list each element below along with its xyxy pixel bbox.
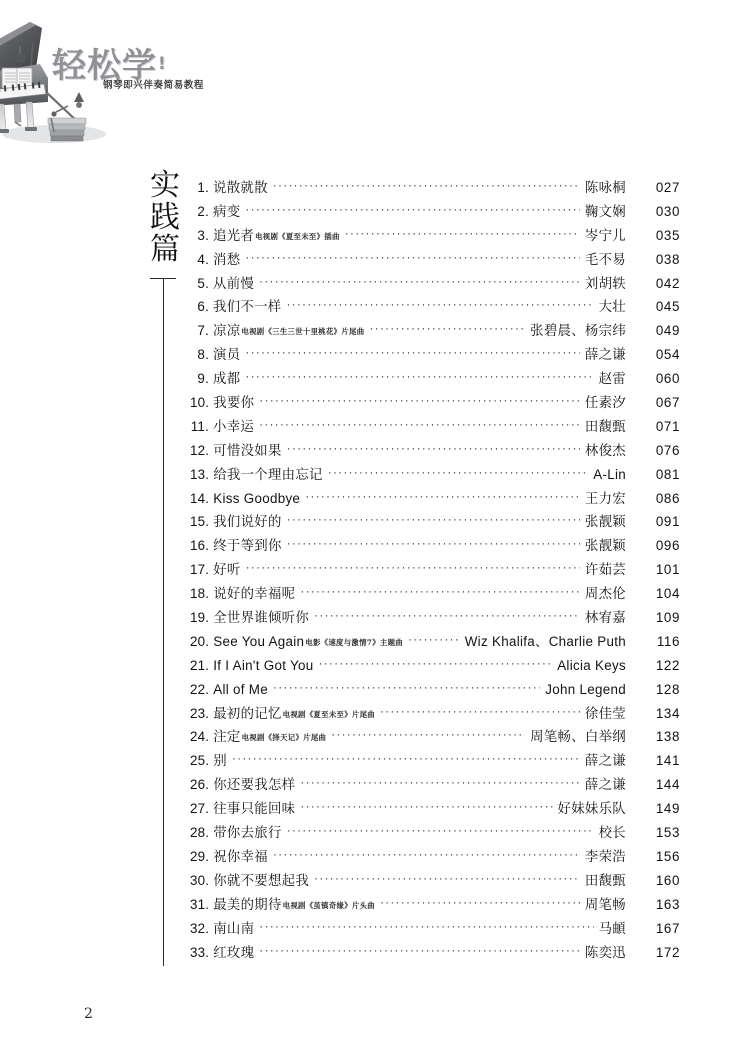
toc-entry-page: 027 <box>655 180 680 195</box>
toc-leader-dots <box>245 246 580 270</box>
toc-leader-dots <box>287 437 580 461</box>
toc-entry-title[interactable]: 你就不要想起我 <box>213 872 310 888</box>
toc-entry-page: 091 <box>655 514 680 530</box>
toc-entry-page: 116 <box>656 633 680 649</box>
toc-entry-artist: 张靓颖 <box>584 514 626 530</box>
toc-entry-number: 29. <box>190 848 210 864</box>
toc-leader-dots <box>331 723 525 747</box>
toc-entry-number: 3. <box>197 227 209 243</box>
toc-entry[interactable] <box>190 797 680 821</box>
toc-entry-page: 141 <box>655 753 680 769</box>
toc-entry-artist: 许茹芸 <box>584 562 626 578</box>
toc-entry-artist: 林俊杰 <box>584 442 626 458</box>
toc-entry-title[interactable]: 最初的记忆 <box>213 705 282 721</box>
toc-entry-page: 076 <box>655 442 680 458</box>
toc-entry-note: 电视剧《夏至未至》片尾曲 <box>282 709 375 719</box>
toc-entry-artist: 林宥嘉 <box>584 610 626 626</box>
toc-entry-title[interactable]: See You Again <box>213 633 305 649</box>
toc-entry-number: 19. <box>190 610 210 626</box>
toc-entry-title[interactable]: 终于等到你 <box>213 538 282 554</box>
toc-entry-title[interactable]: 最美的期待 <box>213 896 282 912</box>
section-label-char-3: 篇 <box>150 232 180 267</box>
toc-entry[interactable] <box>190 200 680 224</box>
toc-leader-dots <box>245 198 580 222</box>
brand-title-text: 轻松学 <box>52 46 157 86</box>
toc-entry-title[interactable]: 追光者 <box>213 227 255 243</box>
brand-lockup <box>52 46 292 102</box>
toc-entry[interactable] <box>190 678 680 702</box>
toc-leader-dots <box>287 532 580 556</box>
toc-entry[interactable] <box>190 725 680 749</box>
toc-entry-number: 28. <box>190 825 210 841</box>
toc-entry-number: 32. <box>190 920 210 936</box>
toc-entry-artist: 张靓颖 <box>584 538 626 554</box>
toc-entry-page: 128 <box>655 681 680 697</box>
toc-entry-number: 16. <box>190 538 210 554</box>
toc-entry-note: 电视剧《择天记》片尾曲 <box>241 733 327 743</box>
toc-entry[interactable] <box>190 749 680 773</box>
toc-entry-title[interactable]: 说好的幸福呢 <box>213 586 296 602</box>
toc-entry-artist: 田馥甄 <box>584 418 626 434</box>
toc-entry-page: 081 <box>655 466 680 482</box>
toc-leader-dots <box>259 270 580 294</box>
toc-entry-page: 049 <box>655 323 680 339</box>
toc-entry-artist: 王力宏 <box>584 490 626 506</box>
toc-leader-dots <box>259 389 580 413</box>
toc-entry-title[interactable]: 南山南 <box>213 920 255 936</box>
toc-entry-note: 电影《速度与激情7》主题曲 <box>305 637 403 647</box>
toc-entry-artist: 刘胡轶 <box>584 275 626 291</box>
toc-entry-number: 1. <box>197 180 209 195</box>
toc-entry-page: 096 <box>655 538 680 554</box>
toc-entry-page: 138 <box>655 729 680 745</box>
toc-entry-title[interactable]: 可惜没如果 <box>213 442 282 458</box>
toc-entry-number: 33. <box>190 944 210 960</box>
toc-entry-title[interactable]: 演员 <box>213 347 241 363</box>
toc-leader-dots <box>245 341 580 365</box>
toc-entry-page: 122 <box>655 657 680 673</box>
brand-exclaim: ! <box>158 54 167 74</box>
toc-entry-artist: 张碧晨、杨宗纬 <box>530 323 626 339</box>
toc-entry-number: 31. <box>190 896 210 912</box>
toc-entry-number: 6. <box>197 299 209 315</box>
toc-entry-number: 13. <box>190 466 210 482</box>
toc-entry-number: 30. <box>190 872 210 888</box>
toc-entry-title[interactable]: 你还要我怎样 <box>213 777 296 793</box>
toc-entry-number: 25. <box>190 753 210 769</box>
toc-leader-dots <box>287 819 594 843</box>
toc-entry-page: 054 <box>655 347 680 363</box>
toc-entry-artist: 薛之谦 <box>584 777 626 793</box>
toc-entry[interactable] <box>190 415 680 439</box>
toc-entry-number: 26. <box>190 777 210 793</box>
toc-entry-title[interactable]: 说散就散 <box>213 180 268 195</box>
toc-entry-page: 156 <box>655 848 680 864</box>
toc-entry-number: 7. <box>197 323 209 339</box>
toc-entry-artist: 周杰伦 <box>584 586 626 602</box>
toc-entry-title[interactable]: 祝你幸福 <box>213 848 268 864</box>
toc-entry-title[interactable]: 凉凉 <box>213 323 241 339</box>
toc-leader-dots <box>246 556 580 580</box>
toc-leader-dots <box>273 174 580 198</box>
toc-leader-dots <box>328 461 588 485</box>
toc-entry[interactable] <box>190 654 680 678</box>
toc-entry-artist: A-Lin <box>593 466 626 482</box>
toc-entry-number: 23. <box>190 705 210 721</box>
toc-leader-dots <box>273 676 540 700</box>
toc-entry-note: 电视剧《茧镇奇缘》片头曲 <box>282 900 375 910</box>
section-label-char-2: 践 <box>150 200 180 235</box>
section-label <box>143 170 187 266</box>
toc-entry-note: 电视剧《夏至未至》插曲 <box>255 231 340 241</box>
toc-leader-dots <box>380 700 580 724</box>
toc-entry-artist: 校长 <box>598 825 626 841</box>
toc-entry-title[interactable]: 从前慢 <box>213 275 255 291</box>
toc-entry[interactable] <box>190 821 680 845</box>
toc-entry-number: 9. <box>197 371 209 387</box>
toc-entry-number: 22. <box>190 681 210 697</box>
toc-entry-number: 21. <box>190 657 210 673</box>
toc-entry-title[interactable]: 我们说好的 <box>213 514 282 530</box>
toc-entry-page: 045 <box>655 299 680 315</box>
toc-leader-dots <box>273 843 580 867</box>
toc-entry[interactable] <box>190 391 680 415</box>
toc-entry-title[interactable]: If I Ain't Got You <box>213 657 314 673</box>
table-of-contents <box>190 176 680 964</box>
folio-page-number: 2 <box>84 1006 93 1022</box>
toc-entry-title[interactable]: 注定 <box>213 729 241 745</box>
toc-entry-title[interactable]: 我要你 <box>213 395 255 411</box>
divider-stem <box>163 278 164 966</box>
toc-entry-title[interactable]: 红玫瑰 <box>213 944 255 960</box>
toc-entry-page: 144 <box>655 777 680 793</box>
toc-leader-dots <box>245 365 593 389</box>
toc-entry-artist: 薛之谦 <box>584 347 626 363</box>
toc-entry-artist: 岑宁儿 <box>584 227 626 243</box>
toc-entry-title[interactable]: Kiss Goodbye <box>213 490 301 506</box>
toc-entry-artist: 马頔 <box>598 920 626 936</box>
toc-entry[interactable] <box>190 176 680 200</box>
toc-entry-page: 160 <box>655 872 680 888</box>
toc-entry-number: 5. <box>197 275 209 291</box>
toc-entry[interactable] <box>190 773 680 797</box>
toc-entry-number: 8. <box>197 347 209 363</box>
toc-entry[interactable] <box>190 582 680 606</box>
toc-leader-dots <box>287 508 580 532</box>
toc-entry-title[interactable]: 给我一个理由忘记 <box>213 466 323 482</box>
toc-leader-dots <box>300 795 552 819</box>
toc-entry[interactable] <box>190 487 680 511</box>
toc-entry-artist: 李荣浩 <box>584 848 626 864</box>
toc-leader-dots <box>314 867 580 891</box>
toc-entry-title[interactable]: 消愁 <box>213 251 241 267</box>
toc-entry-page: 149 <box>655 801 680 817</box>
toc-entry-page: 035 <box>655 227 680 243</box>
toc-entry-number: 15. <box>190 514 210 530</box>
toc-entry[interactable] <box>190 272 680 296</box>
toc-entry-title[interactable]: 小幸运 <box>213 418 255 434</box>
toc-entry-page: 167 <box>655 920 680 936</box>
toc-entry-number: 11. <box>190 418 209 434</box>
toc-entry-number: 10. <box>190 395 210 411</box>
toc-entry-artist: Wiz Khalifa、Charlie Puth <box>464 633 626 649</box>
toc-leader-dots <box>345 222 580 246</box>
toc-entry[interactable] <box>190 367 680 391</box>
toc-entry-title[interactable]: 带你去旅行 <box>213 825 282 841</box>
toc-entry-page: 030 <box>655 203 680 219</box>
toc-entry[interactable] <box>190 558 680 582</box>
toc-entry-number: 4. <box>197 251 209 267</box>
brand-subtitle: 钢琴即兴伴奏简易教程 <box>103 80 205 91</box>
toc-leader-dots <box>408 628 460 652</box>
toc-leader-dots <box>305 485 580 509</box>
toc-entry-number: 20. <box>190 633 210 649</box>
toc-leader-dots <box>259 939 580 963</box>
toc-entry[interactable] <box>190 869 680 893</box>
toc-entry-number: 12. <box>190 442 210 458</box>
toc-entry-page: 038 <box>655 251 680 267</box>
toc-entry-page: 104 <box>655 586 680 602</box>
toc-entry-number: 2. <box>197 203 209 219</box>
toc-entry[interactable] <box>190 463 680 487</box>
toc-entry-number: 14. <box>190 490 210 506</box>
toc-entry-artist: 陈咏桐 <box>584 180 626 195</box>
toc-leader-dots <box>319 652 553 676</box>
toc-entry-page: 071 <box>655 418 680 434</box>
toc-entry-title[interactable]: 全世界谁倾听你 <box>213 610 310 626</box>
toc-entry-title[interactable]: 往事只能回味 <box>213 801 296 817</box>
toc-entry-artist: 好妹妹乐队 <box>557 801 626 817</box>
masthead <box>0 0 750 160</box>
toc-entry-number: 24. <box>190 729 210 745</box>
toc-entry-number: 17. <box>190 562 210 578</box>
toc-entry[interactable] <box>190 534 680 558</box>
toc-entry-note: 电视剧《三生三世十里桃花》片尾曲 <box>241 327 365 337</box>
toc-entry-page: 172 <box>655 944 680 960</box>
toc-entry-artist: 周笔畅 <box>584 896 626 912</box>
toc-entry-artist: 周笔畅、白举纲 <box>530 729 626 745</box>
toc-entry[interactable] <box>190 224 680 248</box>
toc-entry-title[interactable]: 病变 <box>213 203 241 219</box>
section-label-char-1: 实 <box>150 168 180 203</box>
toc-entry[interactable] <box>190 941 680 965</box>
toc-entry-artist: 任素汐 <box>584 395 626 411</box>
toc-entry[interactable] <box>190 702 680 726</box>
toc-leader-dots <box>300 771 580 795</box>
toc-entry-number: 18. <box>190 586 210 602</box>
toc-entry-title[interactable]: 我们不一样 <box>213 299 282 315</box>
toc-leader-dots <box>259 413 580 437</box>
toc-entry-artist: 田馥甄 <box>584 872 626 888</box>
toc-entry-artist: 陈奕迅 <box>584 944 626 960</box>
toc-entry-number: 27. <box>190 801 210 817</box>
toc-entry[interactable] <box>190 295 680 319</box>
toc-entry-artist: John Legend <box>545 681 626 697</box>
toc-entry-artist: 鞠文娴 <box>584 203 626 219</box>
toc-leader-dots <box>259 915 593 939</box>
toc-entry[interactable] <box>190 845 680 869</box>
toc-leader-dots <box>300 580 580 604</box>
toc-entry-title[interactable]: All of Me <box>213 681 269 697</box>
toc-entry[interactable] <box>190 319 680 343</box>
toc-entry[interactable] <box>190 606 680 630</box>
toc-leader-dots <box>286 293 593 317</box>
toc-entry-page: 163 <box>655 896 680 912</box>
toc-entry[interactable] <box>190 248 680 272</box>
toc-entry-page: 153 <box>655 825 680 841</box>
toc-entry-page: 109 <box>655 610 680 626</box>
toc-entry-artist: Alicia Keys <box>557 657 626 673</box>
toc-entry[interactable] <box>190 510 680 534</box>
toc-entry-page: 134 <box>655 705 680 721</box>
toc-entry-page: 060 <box>655 371 680 387</box>
toc-leader-dots <box>314 604 580 628</box>
toc-entry-artist: 大壮 <box>598 299 626 315</box>
toc-entry[interactable] <box>190 439 680 463</box>
toc-entry[interactable] <box>190 630 680 654</box>
toc-entry-page: 067 <box>655 395 680 411</box>
toc-entry-artist: 赵雷 <box>598 371 626 387</box>
toc-entry-page: 042 <box>655 275 680 291</box>
toc-entry-artist: 毛不易 <box>584 251 626 267</box>
toc-entry[interactable] <box>190 917 680 941</box>
toc-leader-dots <box>380 891 580 915</box>
toc-entry-page: 086 <box>655 490 680 506</box>
toc-entry[interactable] <box>190 343 680 367</box>
toc-entry-artist: 薛之谦 <box>584 753 626 769</box>
toc-entry-page: 101 <box>655 562 680 578</box>
toc-entry[interactable] <box>190 893 680 917</box>
toc-entry-title[interactable]: 成都 <box>213 371 241 387</box>
toc-entry-title[interactable]: 好听 <box>213 562 241 578</box>
toc-entry-title[interactable]: 别 <box>213 753 227 769</box>
toc-leader-dots <box>369 317 525 341</box>
toc-entry-artist: 徐佳莹 <box>584 705 626 721</box>
toc-leader-dots <box>232 747 580 771</box>
